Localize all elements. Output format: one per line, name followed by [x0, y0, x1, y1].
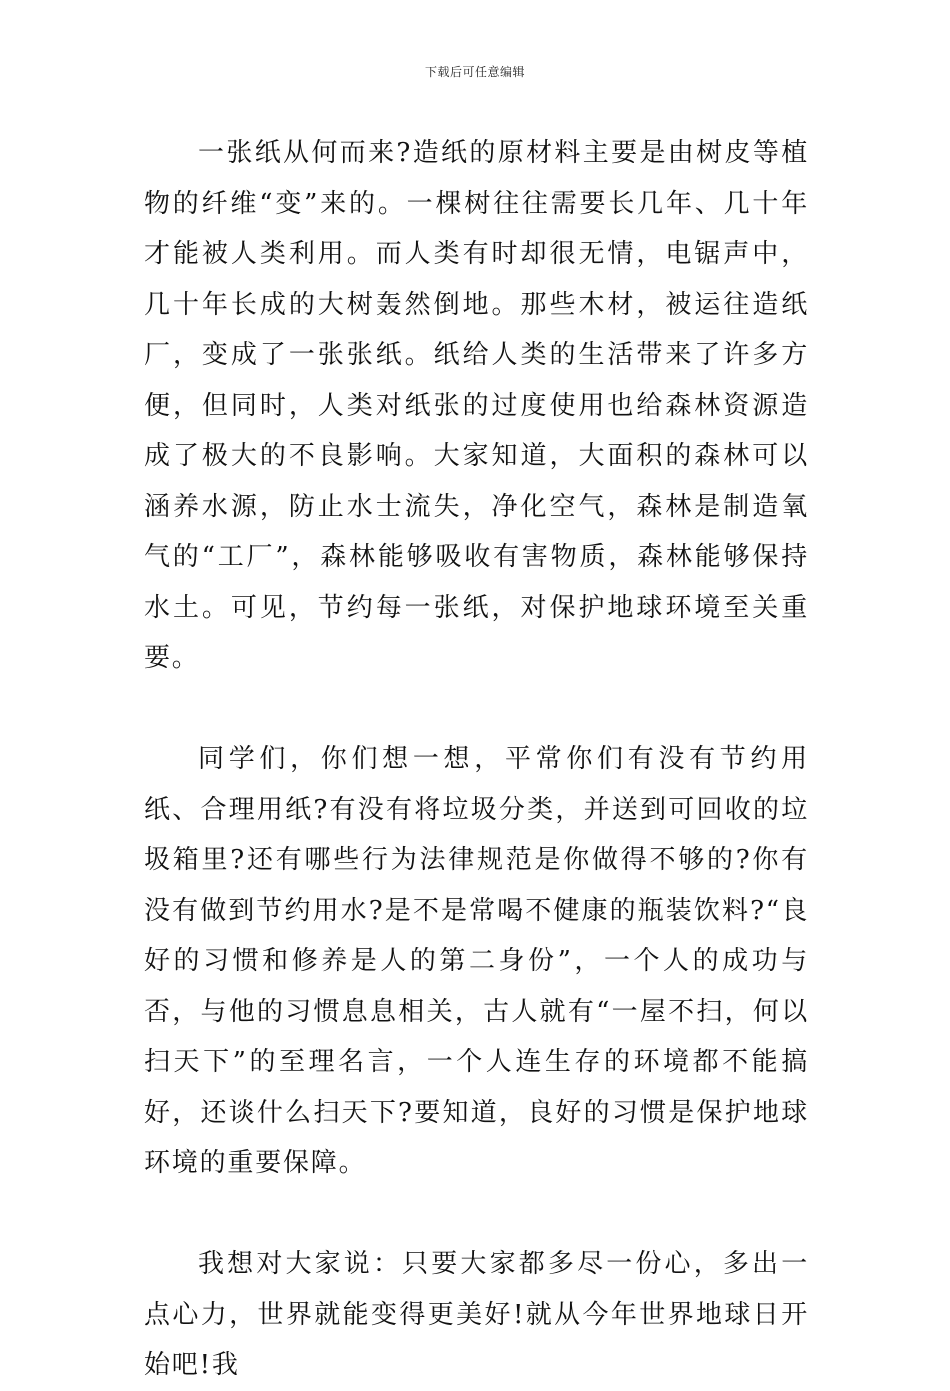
- paragraph-call-to-action: 我想对大家说：只要大家都多尽一份心，多出一点心力，世界就能变得更美好!就从今年世界地球日开始吧!我: [144, 1249, 809, 1380]
- paragraph-paper-origin: 一张纸从何而来?造纸的原材料主要是由树皮等植物的纤维“变”来的。一棵树往往需要长几年、几十年才能被人类利用。而人类有时却很无情，电锯声中，几十年长成的大树轰然倒地。那些木材，被运往造纸厂，变成了一张张纸。纸给人类的生活带来了许多方便，但同时，人类对纸张的过度使用也给森林资源造成了极大的不良影响。大家知道，大面积的森林可以涵养水源，防止水士流失，净化空气，森林是制造氧气的“工厂”，森林能够吸收有害物质，森林能够保持水土。可见，节约每一张纸，对保护地球环境至关重要。: [144, 138, 809, 673]
- document-body: [144, 128, 809, 1391]
- header-note: 下载后可任意编辑: [424, 65, 525, 79]
- paragraph-good-habits: 同学们，你们想一想，平常你们有没有节约用纸、合理用纸?有没有将垃圾分类，并送到可回收的垃圾箱里?还有哪些行为法律规范是你做得不够的?你有没有做到节约用水?是不是常喝不健康的瓶装饮料?“良好的习惯和修养是人的第二身份”，一个人的成功与否，与他的习惯息息相关，古人就有“一屋不扫，何以扫天下”的至理名言，一个人连生存的环境都不能搞好，还谈什么扫天下?要知道，良好的习惯是保护地球环境的重要保障。: [144, 744, 809, 1178]
